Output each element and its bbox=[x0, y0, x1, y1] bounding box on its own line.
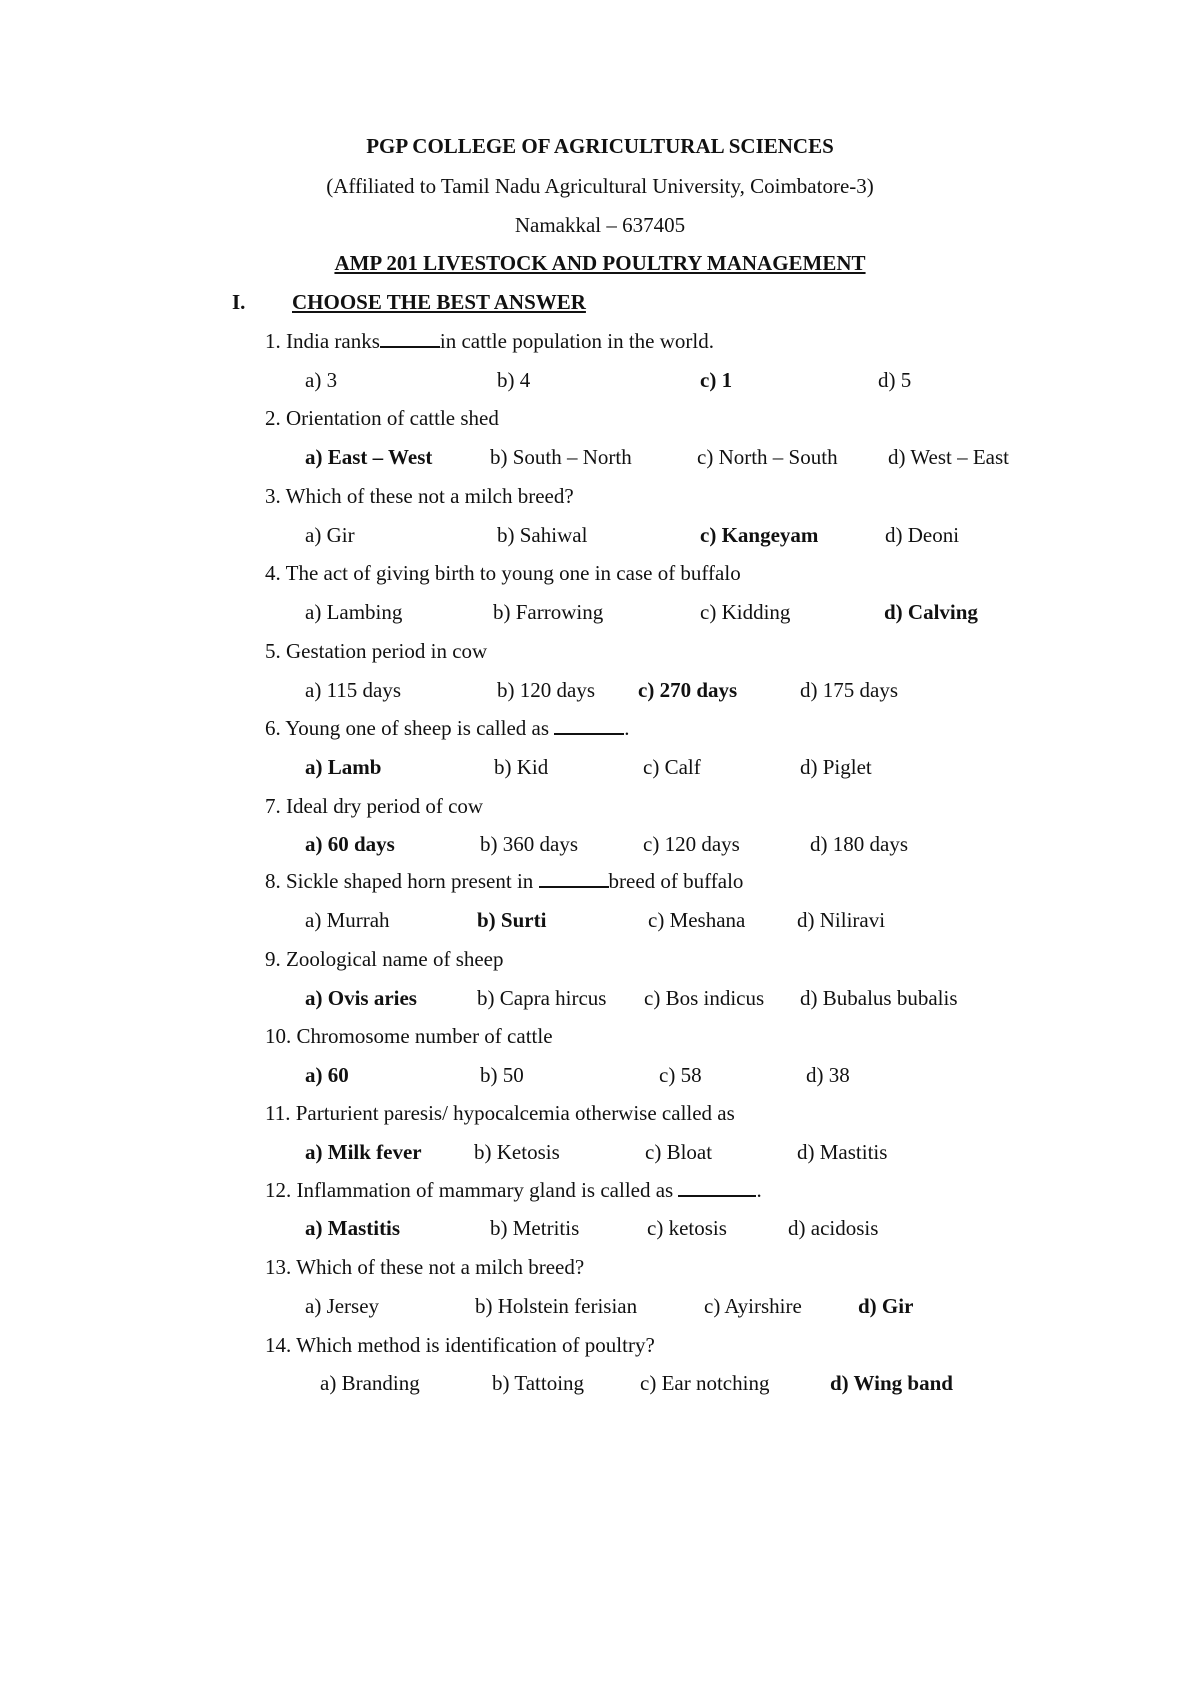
option-2b: b) South – North bbox=[490, 445, 632, 469]
question-text: 5. Gestation period in cow bbox=[265, 639, 488, 663]
option-10b: b) 50 bbox=[480, 1063, 524, 1087]
question-text: 3. Which of these not a milch breed? bbox=[265, 484, 574, 508]
question-2 bbox=[265, 406, 499, 431]
question-text: 4. The act of giving birth to young one in case of buffalo bbox=[265, 561, 741, 585]
option-1a: a) 3 bbox=[305, 368, 338, 392]
option-1c-correct: c) 1 bbox=[700, 368, 733, 392]
answer-blank bbox=[554, 717, 624, 735]
question-13 bbox=[265, 1255, 584, 1280]
option-7c: c) 120 days bbox=[643, 832, 740, 856]
option-2d: d) West – East bbox=[888, 445, 1009, 469]
option-14c: c) Ear notching bbox=[640, 1371, 770, 1395]
question-9 bbox=[265, 947, 504, 972]
question-text: 10. Chromosome number of cattle bbox=[265, 1024, 553, 1048]
option-4c: c) Kidding bbox=[700, 600, 791, 624]
question-text: 11. Parturient paresis/ hypocalcemia otherwise called as bbox=[265, 1101, 735, 1125]
option-4a: a) Lambing bbox=[305, 600, 403, 624]
option-9b: b) Capra hircus bbox=[477, 986, 607, 1010]
option-9d: d) Bubalus bubalis bbox=[800, 986, 958, 1010]
option-10d: d) 38 bbox=[806, 1063, 850, 1087]
option-11b: b) Ketosis bbox=[474, 1140, 560, 1164]
option-8b-correct: b) Surti bbox=[477, 908, 547, 932]
section-number: I. bbox=[232, 290, 246, 314]
question-text: 9. Zoological name of sheep bbox=[265, 947, 504, 971]
option-3a: a) Gir bbox=[305, 523, 355, 547]
option-13c: c) Ayirshire bbox=[704, 1294, 802, 1318]
question-text: 2. Orientation of cattle shed bbox=[265, 406, 499, 430]
option-13a: a) Jersey bbox=[305, 1294, 380, 1318]
option-6c: c) Calf bbox=[643, 755, 701, 779]
option-14b: b) Tattoing bbox=[492, 1371, 585, 1395]
affiliation-line: (Affiliated to Tamil Nadu Agricultural University, Coimbatore-3) bbox=[326, 174, 874, 198]
course-title: AMP 201 LIVESTOCK AND POULTRY MANAGEMENT bbox=[334, 251, 866, 275]
location-line: Namakkal – 637405 bbox=[514, 213, 686, 237]
question-text: 6. Young one of sheep is called as bbox=[265, 716, 550, 740]
option-13b: b) Holstein ferisian bbox=[475, 1294, 638, 1318]
option-5c-correct: c) 270 days bbox=[638, 678, 738, 702]
option-11c: c) Bloat bbox=[645, 1140, 713, 1164]
question-12 bbox=[265, 1178, 762, 1203]
option-3b: b) Sahiwal bbox=[497, 523, 588, 547]
question-text: 13. Which of these not a milch breed? bbox=[265, 1255, 585, 1279]
option-6a-correct: a) Lamb bbox=[305, 755, 382, 779]
question-text: 1. India ranks bbox=[265, 329, 380, 353]
option-14d-correct: d) Wing band bbox=[830, 1371, 953, 1395]
option-7d: d) 180 days bbox=[810, 832, 908, 856]
option-2a-correct: a) East – West bbox=[305, 445, 433, 469]
question-5 bbox=[265, 639, 487, 664]
question-text-after: in cattle population in the world. bbox=[439, 329, 714, 353]
option-5a: a) 115 days bbox=[305, 678, 402, 702]
option-4d-correct: d) Calving bbox=[884, 600, 978, 624]
option-12a-correct: a) Mastitis bbox=[305, 1216, 401, 1240]
question-text: 8. Sickle shaped horn present in bbox=[265, 869, 534, 893]
option-6d: d) Piglet bbox=[800, 755, 872, 779]
question-7 bbox=[265, 794, 483, 819]
option-1d: d) 5 bbox=[878, 368, 912, 392]
question-1 bbox=[265, 329, 714, 354]
section-title: CHOOSE THE BEST ANSWER bbox=[292, 290, 586, 314]
answer-blank bbox=[539, 870, 609, 888]
question-6 bbox=[265, 716, 630, 741]
option-5b: b) 120 days bbox=[497, 678, 595, 702]
option-1b: b) 4 bbox=[497, 368, 531, 392]
question-text: 14. Which method is identification of poultry? bbox=[265, 1333, 655, 1357]
option-5d: d) 175 days bbox=[800, 678, 898, 702]
option-9c: c) Bos indicus bbox=[644, 986, 765, 1010]
question-text-after: . bbox=[756, 1178, 762, 1202]
question-text-after: . bbox=[624, 716, 630, 740]
option-12c: c) ketosis bbox=[647, 1216, 727, 1240]
option-11d: d) Mastitis bbox=[797, 1140, 888, 1164]
option-10c: c) 58 bbox=[659, 1063, 702, 1087]
option-8d: d) Niliravi bbox=[797, 908, 886, 932]
option-12b: b) Metritis bbox=[490, 1216, 580, 1240]
college-name: PGP COLLEGE OF AGRICULTURAL SCIENCES bbox=[366, 134, 834, 158]
option-3c-correct: c) Kangeyam bbox=[700, 523, 819, 547]
question-text: 12. Inflammation of mammary gland is called as bbox=[265, 1178, 674, 1202]
option-3d: d) Deoni bbox=[885, 523, 960, 547]
option-8a: a) Murrah bbox=[305, 908, 390, 932]
option-6b: b) Kid bbox=[494, 755, 549, 779]
option-8c: c) Meshana bbox=[648, 908, 746, 932]
question-4 bbox=[265, 561, 741, 586]
option-7b: b) 360 days bbox=[480, 832, 578, 856]
option-10a-correct: a) 60 bbox=[305, 1063, 349, 1087]
option-9a-correct: a) Ovis aries bbox=[305, 986, 417, 1010]
question-14 bbox=[265, 1333, 655, 1358]
option-2c: c) North – South bbox=[697, 445, 838, 469]
question-text: 7. Ideal dry period of cow bbox=[265, 794, 484, 818]
question-3 bbox=[265, 484, 574, 509]
answer-blank bbox=[678, 1179, 756, 1197]
question-8 bbox=[265, 869, 743, 894]
option-7a-correct: a) 60 days bbox=[305, 832, 395, 856]
question-text-after: breed of buffalo bbox=[608, 869, 744, 893]
option-14a: a) Branding bbox=[320, 1371, 420, 1395]
answer-blank bbox=[380, 330, 440, 348]
option-13d-correct: d) Gir bbox=[858, 1294, 914, 1318]
option-12d: d) acidosis bbox=[788, 1216, 879, 1240]
option-4b: b) Farrowing bbox=[493, 600, 604, 624]
question-11 bbox=[265, 1101, 735, 1126]
question-10 bbox=[265, 1024, 553, 1049]
option-11a-correct: a) Milk fever bbox=[305, 1140, 422, 1164]
